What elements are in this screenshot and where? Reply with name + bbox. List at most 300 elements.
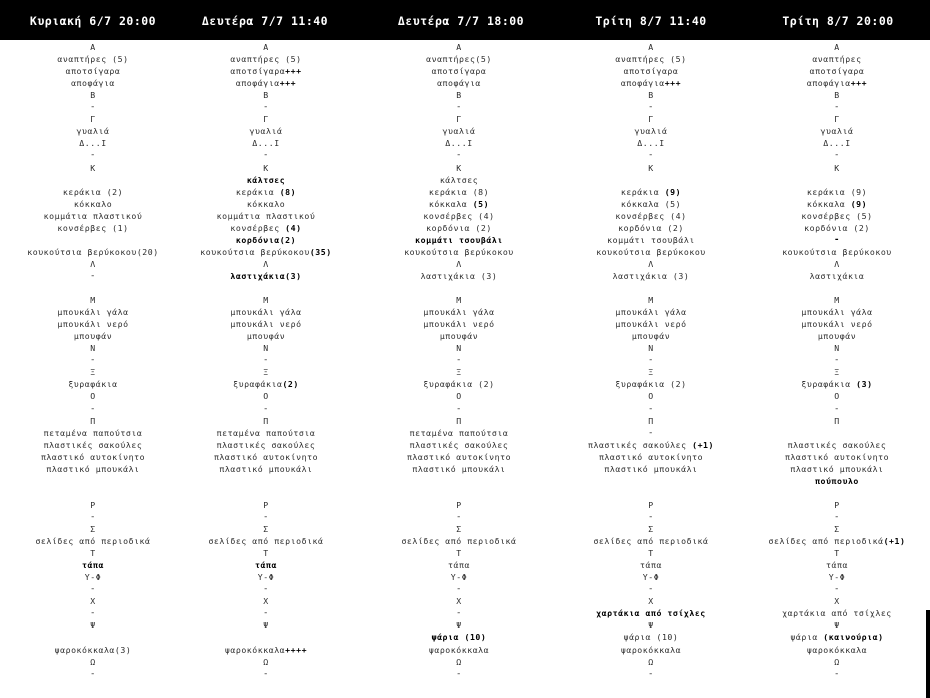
inventory-entry (167, 211, 365, 222)
entry-label: αναπτήρες (812, 54, 862, 65)
inventory-entry (738, 548, 930, 559)
entry-label: ξυραφάκια (2) (615, 379, 687, 390)
entry-label: Γ (834, 114, 840, 125)
inventory-entry (167, 54, 365, 65)
entry-label: - (648, 150, 654, 161)
inventory-entry (552, 114, 750, 125)
inventory-entry (0, 343, 192, 354)
inventory-entry (360, 199, 558, 210)
inventory-entry (738, 343, 930, 354)
entry-label: Α (648, 42, 654, 52)
inventory-entry (360, 355, 558, 366)
entry-label: λαστιχάκια (3) (420, 270, 498, 281)
inventory-entry (167, 404, 365, 415)
entry-label: Β (648, 90, 654, 101)
inventory-entry (552, 319, 750, 330)
inventory-entry (167, 126, 365, 137)
entry-label: Ω (834, 656, 840, 667)
inventory-entry (738, 404, 930, 415)
entry-label: Ω (263, 656, 269, 667)
entry-count: (καινούρια) (823, 632, 884, 643)
inventory-entry (738, 367, 930, 378)
entry-label: Σ (90, 524, 96, 534)
inventory-entry (552, 199, 750, 210)
entry-label: σελίδες από περιοδικά (35, 536, 151, 547)
inventory-entry (552, 78, 750, 89)
inventory-entry (360, 102, 558, 113)
inventory-entry (360, 126, 558, 137)
inventory-entry (738, 42, 930, 53)
entry-label: - (263, 102, 269, 113)
inventory-entry (167, 645, 365, 656)
entry-count: +++ (850, 78, 868, 89)
entry-label: - (90, 511, 96, 522)
entry-label: Ξ (834, 367, 840, 378)
entry-label: γυαλιά (249, 126, 283, 137)
entry-count: +++ (664, 78, 682, 89)
inventory-entry (738, 512, 930, 523)
entry-label: Κ (263, 162, 269, 173)
entry-label: αποφάγια (235, 78, 280, 89)
inventory-entry (167, 78, 365, 89)
inventory-entry (360, 524, 558, 535)
entry-label: Υ-Φ (84, 572, 102, 583)
inventory-entry (0, 138, 192, 149)
entry-label: πλαστικό αυτοκίνητο (406, 451, 512, 462)
entry-label: Β (834, 90, 840, 101)
entry-count: (35) (309, 246, 332, 257)
entry-label: Π (456, 415, 462, 426)
inventory-entry (167, 391, 365, 402)
entry-label: αποφάγια (620, 78, 665, 89)
inventory-entry (552, 452, 750, 463)
inventory-entry (360, 452, 558, 463)
inventory-entry (738, 331, 930, 342)
entry-label: χαρτάκια από τσίχλες (782, 608, 892, 619)
inventory-entry (167, 138, 365, 149)
entry-label: Α (263, 42, 269, 52)
entry-label: κόκκαλα (806, 198, 851, 209)
inventory-entry (360, 247, 558, 258)
entry-label: κομμάτια πλαστικού (43, 210, 143, 221)
entry-count: +++ (285, 66, 302, 77)
inventory-entry (167, 464, 365, 475)
inventory-entry (738, 572, 930, 583)
entry-label: ξυραφάκια (801, 379, 857, 390)
entry-label: ψαροκόκκαλα(3) (54, 644, 132, 655)
inventory-entry (360, 78, 558, 89)
inventory-entry (167, 596, 365, 607)
inventory-entry (360, 114, 558, 125)
inventory-entry (360, 584, 558, 595)
entry-label: κουκούτσια βερύκοκου (404, 246, 514, 257)
inventory-entry (0, 464, 192, 475)
inventory-entry (167, 271, 365, 282)
entry-label: αποφάγια (806, 78, 851, 89)
entry-label: μπουκάλι νερό (801, 319, 873, 330)
inventory-entry (167, 669, 365, 680)
entry-label: κάλτσες (246, 174, 286, 185)
entry-label: - (834, 234, 840, 245)
inventory-entry (738, 211, 930, 222)
inventory-entry (738, 669, 930, 680)
inventory-entry (552, 66, 750, 77)
entry-label: σελίδες από περιοδικά (208, 536, 324, 547)
entry-label: - (90, 608, 96, 619)
inventory-entry (738, 102, 930, 113)
inventory-entry (360, 307, 558, 318)
entry-label: πλαστικό αυτοκίνητο (213, 451, 319, 462)
inventory-entry (0, 645, 192, 656)
entry-label: Ρ (263, 499, 269, 510)
inventory-entry (0, 404, 192, 415)
entry-label: - (263, 584, 269, 595)
inventory-entry (552, 259, 750, 270)
inventory-entry (738, 596, 930, 607)
entry-label: Ξ (456, 367, 462, 378)
inventory-entry (0, 560, 192, 571)
entry-label: κονσέρβες (4) (615, 210, 687, 221)
entry-label: κομμάτι τσουβάλι (415, 234, 503, 245)
entry-label: κομμάτι τσουβάλι (607, 234, 695, 245)
entry-label: - (456, 584, 462, 595)
entry-label: κεράκια (2) (62, 186, 124, 197)
inventory-entry (167, 608, 365, 619)
inventory-entry (738, 440, 930, 451)
inventory-entry (552, 271, 750, 282)
inventory-entry (738, 391, 930, 402)
entry-label: αναπτήρες (5) (230, 54, 302, 65)
inventory-entry (0, 187, 192, 198)
entry-label: σελίδες από περιοδικά (593, 536, 709, 547)
inventory-entry (738, 114, 930, 125)
entry-count: (4) (285, 222, 302, 233)
entry-label: - (456, 511, 462, 522)
entry-label: πλαστικό μπουκάλι (219, 463, 313, 474)
inventory-entry (167, 512, 365, 523)
entry-label: Κ (648, 162, 654, 173)
entry-label: Μ (834, 295, 840, 306)
inventory-entry (0, 379, 192, 390)
date-header-bar (0, 0, 930, 40)
inventory-entry (167, 66, 365, 77)
entry-label: - (263, 668, 269, 679)
inventory-entry (167, 199, 365, 210)
entry-label: Α (456, 42, 462, 52)
inventory-entry (360, 138, 558, 149)
entry-label: Χ (648, 596, 654, 607)
entry-label: κουκούτσια βερύκοκου (596, 246, 706, 257)
inventory-entry (360, 90, 558, 101)
entry-label: ξυραφάκια (68, 379, 118, 390)
entry-label: κουκούτσια βερύκοκου (200, 246, 310, 257)
inventory-entry (360, 54, 558, 65)
entry-label: Σ (263, 524, 269, 534)
entry-label: μπουκάλι νερό (230, 319, 302, 330)
inventory-entry (0, 657, 192, 668)
entry-label: - (834, 584, 840, 595)
inventory-entry (0, 66, 192, 77)
entry-label: κονσέρβες (1) (57, 222, 129, 233)
inventory-entry (0, 536, 192, 547)
inventory-entry (167, 150, 365, 161)
entry-label: - (648, 668, 654, 679)
entry-label: κουκούτσια βερύκοκου(20) (27, 246, 159, 257)
entry-label: κορδόνια(2) (235, 234, 297, 245)
inventory-entry (0, 500, 192, 511)
entry-label: πλαστικές σακούλες (409, 439, 509, 450)
entry-label: τάπα (82, 560, 104, 571)
entry-label: χαρτάκια από τσίχλες (596, 608, 706, 619)
inventory-entry (0, 54, 192, 65)
entry-label: Ψ (834, 620, 840, 631)
inventory-entry (167, 259, 365, 270)
entry-count: ++++ (285, 644, 308, 655)
entry-label: - (456, 403, 462, 414)
entry-label: ξυραφάκια (233, 379, 283, 390)
entry-label: - (90, 668, 96, 679)
entry-label: Ν (263, 343, 269, 354)
inventory-entry (360, 596, 558, 607)
entry-label: τάπα (640, 560, 662, 571)
inventory-entry (167, 572, 365, 583)
entry-label: μπουκάλι γάλα (57, 307, 129, 318)
inventory-entry (738, 632, 930, 643)
entry-label: - (90, 270, 96, 281)
inventory-entry (552, 632, 750, 643)
entry-label: Ο (834, 391, 840, 402)
entry-label: πλαστικές σακούλες (787, 439, 887, 450)
inventory-entry (0, 596, 192, 607)
inventory-entry (552, 90, 750, 101)
entry-label: Λ (456, 258, 462, 269)
entry-label: Κ (834, 162, 840, 173)
entry-label: πλαστικό αυτοκίνητο (598, 451, 704, 462)
entry-label: Ψ (263, 620, 269, 631)
entry-label: αναπτήρες(5) (426, 54, 492, 65)
entry-label: Κ (90, 162, 96, 173)
entry-label: Π (648, 415, 654, 426)
entry-label: - (263, 355, 269, 366)
inventory-entry (167, 355, 365, 366)
inventory-entry (360, 150, 558, 161)
inventory-entry (738, 259, 930, 270)
date-header: Τρίτη 8/7 11:40 (595, 14, 707, 28)
inventory-entry (738, 126, 930, 137)
inventory-entry (738, 645, 930, 656)
entry-label: Ν (834, 343, 840, 354)
inventory-entry (0, 428, 192, 439)
entry-label: πεταμένα παπούτσια (409, 427, 509, 438)
inventory-entry (360, 163, 558, 174)
entry-label: ψαροκόκκαλα (428, 644, 490, 655)
entry-count: (2) (282, 379, 299, 390)
entry-label: Π (834, 415, 840, 426)
inventory-entry (0, 512, 192, 523)
entry-label: κόκκαλο (73, 198, 113, 209)
inventory-entry (552, 235, 750, 246)
entry-label: γυαλιά (442, 126, 476, 137)
inventory-entry (552, 620, 750, 631)
inventory-entry (167, 379, 365, 390)
entry-label: - (263, 403, 269, 414)
entry-label: - (263, 608, 269, 619)
inventory-entry (0, 42, 192, 53)
entry-label: Ο (456, 391, 462, 402)
inventory-entry (360, 440, 558, 451)
inventory-entry (552, 560, 750, 571)
entry-label: αποτσίγαρα (809, 66, 865, 77)
entry-label: κορδόνια (2) (804, 222, 870, 233)
entry-label: γυαλιά (820, 126, 854, 137)
entry-count: (+1) (692, 439, 715, 450)
entry-label: λαστιχάκια (3) (612, 270, 690, 281)
inventory-entry (360, 223, 558, 234)
entry-label: - (456, 150, 462, 161)
inventory-entry (738, 187, 930, 198)
inventory-entry (360, 211, 558, 222)
entry-count: (9) (850, 198, 868, 209)
entry-label: - (648, 511, 654, 522)
entry-label: μπουφάν (439, 331, 479, 342)
inventory-column (558, 40, 744, 698)
entry-label: Ν (648, 343, 654, 354)
entry-label: - (456, 608, 462, 619)
inventory-entry (0, 259, 192, 270)
entry-label: λαστιχάκια(3) (230, 270, 302, 281)
entry-count: (9) (664, 186, 682, 197)
inventory-entry (552, 391, 750, 402)
entry-label: αναπτήρες (5) (57, 54, 129, 65)
inventory-entry (360, 512, 558, 523)
entry-label: Ρ (90, 499, 96, 510)
entry-label: ψάρια (10) (431, 632, 487, 643)
entry-label: τάπα (826, 560, 848, 571)
entry-label: μπουφάν (631, 331, 671, 342)
inventory-entry (738, 78, 930, 89)
entry-label: μπουφάν (817, 331, 857, 342)
entry-label: ψάρια (790, 632, 824, 643)
entry-label: Ν (456, 343, 462, 354)
inventory-entry (0, 271, 192, 282)
entry-label: Τ (648, 548, 654, 559)
inventory-entry (0, 150, 192, 161)
entry-label: Ο (263, 391, 269, 402)
inventory-entry (738, 416, 930, 427)
entry-label: Π (90, 415, 96, 426)
inventory-entry (167, 536, 365, 547)
inventory-entry (738, 657, 930, 668)
entry-label: Τ (456, 548, 462, 559)
inventory-entry (360, 42, 558, 53)
inventory-entry (552, 584, 750, 595)
inventory-entry (0, 247, 192, 258)
entry-label: πλαστικό μπουκάλι (790, 463, 884, 474)
inventory-entry (738, 90, 930, 101)
inventory-entry (552, 295, 750, 306)
inventory-entry (167, 620, 365, 631)
entry-label: κόκκαλα (5) (620, 198, 682, 209)
entry-label: Β (456, 90, 462, 101)
inventory-entry (552, 355, 750, 366)
entry-label: Ρ (456, 499, 462, 510)
inventory-entry (738, 452, 930, 463)
inventory-entry (738, 464, 930, 475)
inventory-entry (738, 355, 930, 366)
entry-label: Ξ (90, 367, 96, 378)
inventory-entry (360, 669, 558, 680)
inventory-entry (167, 560, 365, 571)
inventory-entry (0, 319, 192, 330)
inventory-column (744, 40, 930, 698)
entry-label: κεράκια (620, 186, 665, 197)
entry-label: Ω (456, 656, 462, 667)
inventory-entry (167, 331, 365, 342)
entry-label: κάλτσες (439, 174, 479, 185)
inventory-entry (552, 247, 750, 258)
inventory-column (0, 40, 186, 698)
inventory-entry (167, 319, 365, 330)
inventory-entry (360, 632, 558, 643)
entry-label: αποτσίγαρα (65, 66, 121, 77)
inventory-entry (738, 536, 930, 547)
inventory-entry (360, 428, 558, 439)
inventory-entry (360, 620, 558, 631)
entry-label: Δ...Ι (252, 138, 280, 149)
entry-label: - (456, 668, 462, 679)
entry-label: Μ (648, 295, 654, 306)
inventory-entry (167, 42, 365, 53)
entry-label: Ρ (834, 499, 840, 510)
inventory-entry (552, 512, 750, 523)
entry-label: - (834, 150, 840, 161)
entry-label: ψαροκόκκαλα (806, 644, 868, 655)
entry-label: - (456, 102, 462, 113)
entry-label: Υ-Φ (828, 572, 846, 583)
date-header: Τρίτη 8/7 20:00 (782, 14, 894, 28)
entry-count: (3) (856, 379, 873, 390)
inventory-entry (167, 223, 365, 234)
inventory-entry (360, 548, 558, 559)
inventory-entry (552, 657, 750, 668)
inventory-entry (167, 90, 365, 101)
inventory-entry (552, 343, 750, 354)
entry-label: γυαλιά (76, 126, 110, 137)
inventory-entry (360, 379, 558, 390)
entry-label: πλαστικό μπουκάλι (604, 463, 698, 474)
entry-label: Μ (263, 295, 269, 306)
inventory-entry (738, 199, 930, 210)
inventory-entry (167, 452, 365, 463)
inventory-entry (167, 163, 365, 174)
entry-label: Σ (456, 524, 462, 534)
inventory-entry (360, 271, 558, 282)
inventory-entry (167, 295, 365, 306)
inventory-entry (552, 572, 750, 583)
inventory-entry (0, 114, 192, 125)
entry-label: μπουκάλι γάλα (801, 307, 873, 318)
inventory-entry (0, 331, 192, 342)
inventory-entry (360, 657, 558, 668)
entry-label: Λ (648, 258, 654, 269)
inventory-entry (167, 657, 365, 668)
entry-label: ψάρια (10) (623, 632, 679, 643)
inventory-entry (0, 102, 192, 113)
inventory-entry (0, 416, 192, 427)
entry-label: - (263, 511, 269, 522)
inventory-entry (552, 440, 750, 451)
inventory-entry (0, 307, 192, 318)
